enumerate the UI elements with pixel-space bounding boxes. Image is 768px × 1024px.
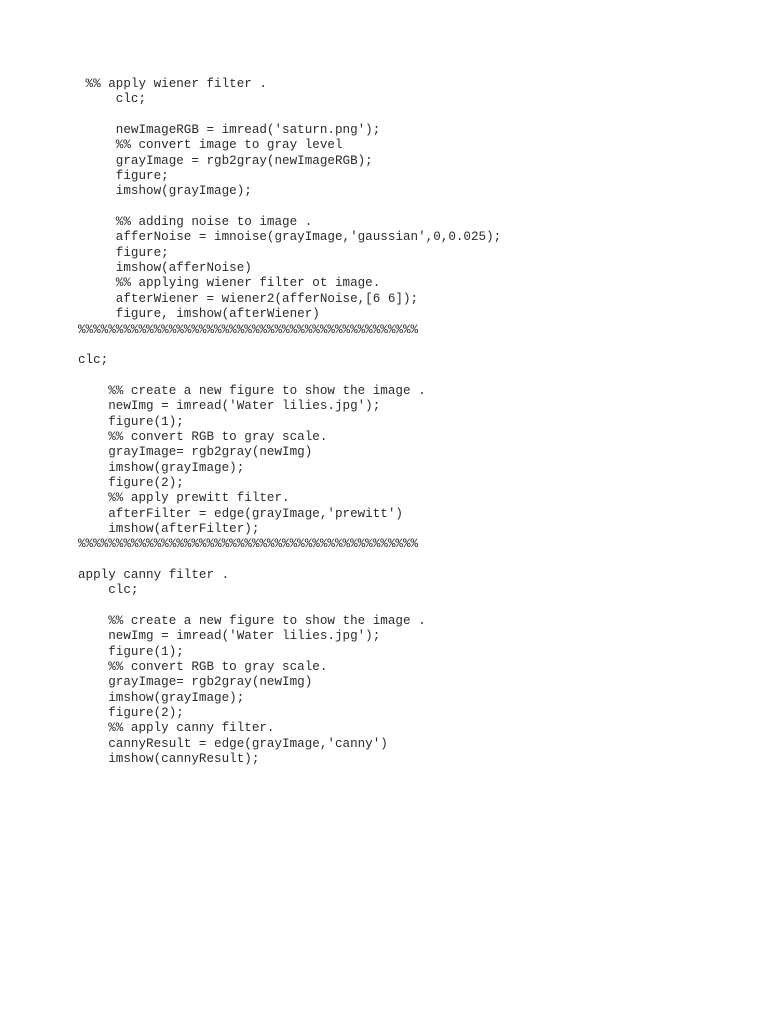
code-line: figure(2); bbox=[78, 706, 184, 721]
code-line: imshow(cannyResult); bbox=[78, 752, 260, 767]
code-line: %% apply prewitt filter. bbox=[78, 491, 290, 506]
code-line: %% convert RGB to gray scale. bbox=[78, 429, 328, 444]
code-line: imshow(afferNoise) bbox=[78, 261, 252, 276]
code-line: imshow(afterFilter); bbox=[78, 521, 260, 536]
code-line: cannyResult = edge(grayImage,'canny') bbox=[78, 736, 388, 751]
code-line: figure; bbox=[78, 169, 169, 184]
code-line: imshow(grayImage); bbox=[78, 690, 245, 705]
code-line: figure(1); bbox=[78, 644, 184, 659]
code-line: %% applying wiener filter ot image. bbox=[78, 276, 381, 291]
code-line: imshow(grayImage); bbox=[78, 460, 245, 475]
code-line: newImg = imread('Water lilies.jpg'); bbox=[78, 399, 381, 414]
code-line: afferNoise = imnoise(grayImage,'gaussian',0,0.025); bbox=[78, 230, 502, 245]
code-line bbox=[78, 599, 758, 614]
code-line: %% convert image to gray level bbox=[78, 138, 343, 153]
code-line: %% create a new figure to show the image . bbox=[78, 383, 426, 398]
code-line: clc; bbox=[78, 92, 147, 107]
code-listing bbox=[78, 77, 758, 767]
code-line: %% apply canny filter. bbox=[78, 721, 275, 736]
code-line: figure; bbox=[78, 245, 169, 260]
code-line: afterWiener = wiener2(afferNoise,[6 6]); bbox=[78, 291, 419, 306]
code-line: newImg = imread('Water lilies.jpg'); bbox=[78, 629, 381, 644]
code-line bbox=[78, 338, 758, 353]
code-line: %% adding noise to image . bbox=[78, 215, 313, 230]
code-line: afterFilter = edge(grayImage,'prewitt') bbox=[78, 506, 403, 521]
code-line: grayImage = rgb2gray(newImageRGB); bbox=[78, 153, 373, 168]
code-line: figure, imshow(afterWiener) bbox=[78, 307, 320, 322]
code-line: %% apply wiener filter . bbox=[78, 77, 267, 91]
code-line bbox=[78, 200, 758, 215]
code-line: grayImage= rgb2gray(newImg) bbox=[78, 445, 313, 460]
code-line bbox=[78, 369, 758, 384]
code-line: imshow(grayImage); bbox=[78, 184, 252, 199]
code-line: %%%%%%%%%%%%%%%%%%%%%%%%%%%%%%%%%%%%%%%%%%%%% bbox=[78, 537, 419, 552]
code-line: clc; bbox=[78, 353, 109, 368]
code-line: %% convert RGB to gray scale. bbox=[78, 660, 328, 675]
code-line: clc; bbox=[78, 583, 139, 598]
code-line: %%%%%%%%%%%%%%%%%%%%%%%%%%%%%%%%%%%%%%%%%%%%% bbox=[78, 322, 419, 337]
code-line bbox=[78, 108, 758, 123]
code-line: newImageRGB = imread('saturn.png'); bbox=[78, 123, 381, 138]
code-line: figure(2); bbox=[78, 475, 184, 490]
code-line: %% create a new figure to show the image . bbox=[78, 614, 426, 629]
code-line: grayImage= rgb2gray(newImg) bbox=[78, 675, 313, 690]
code-line: figure(1); bbox=[78, 414, 184, 429]
code-line bbox=[78, 553, 758, 568]
code-line: apply canny filter . bbox=[78, 568, 230, 582]
